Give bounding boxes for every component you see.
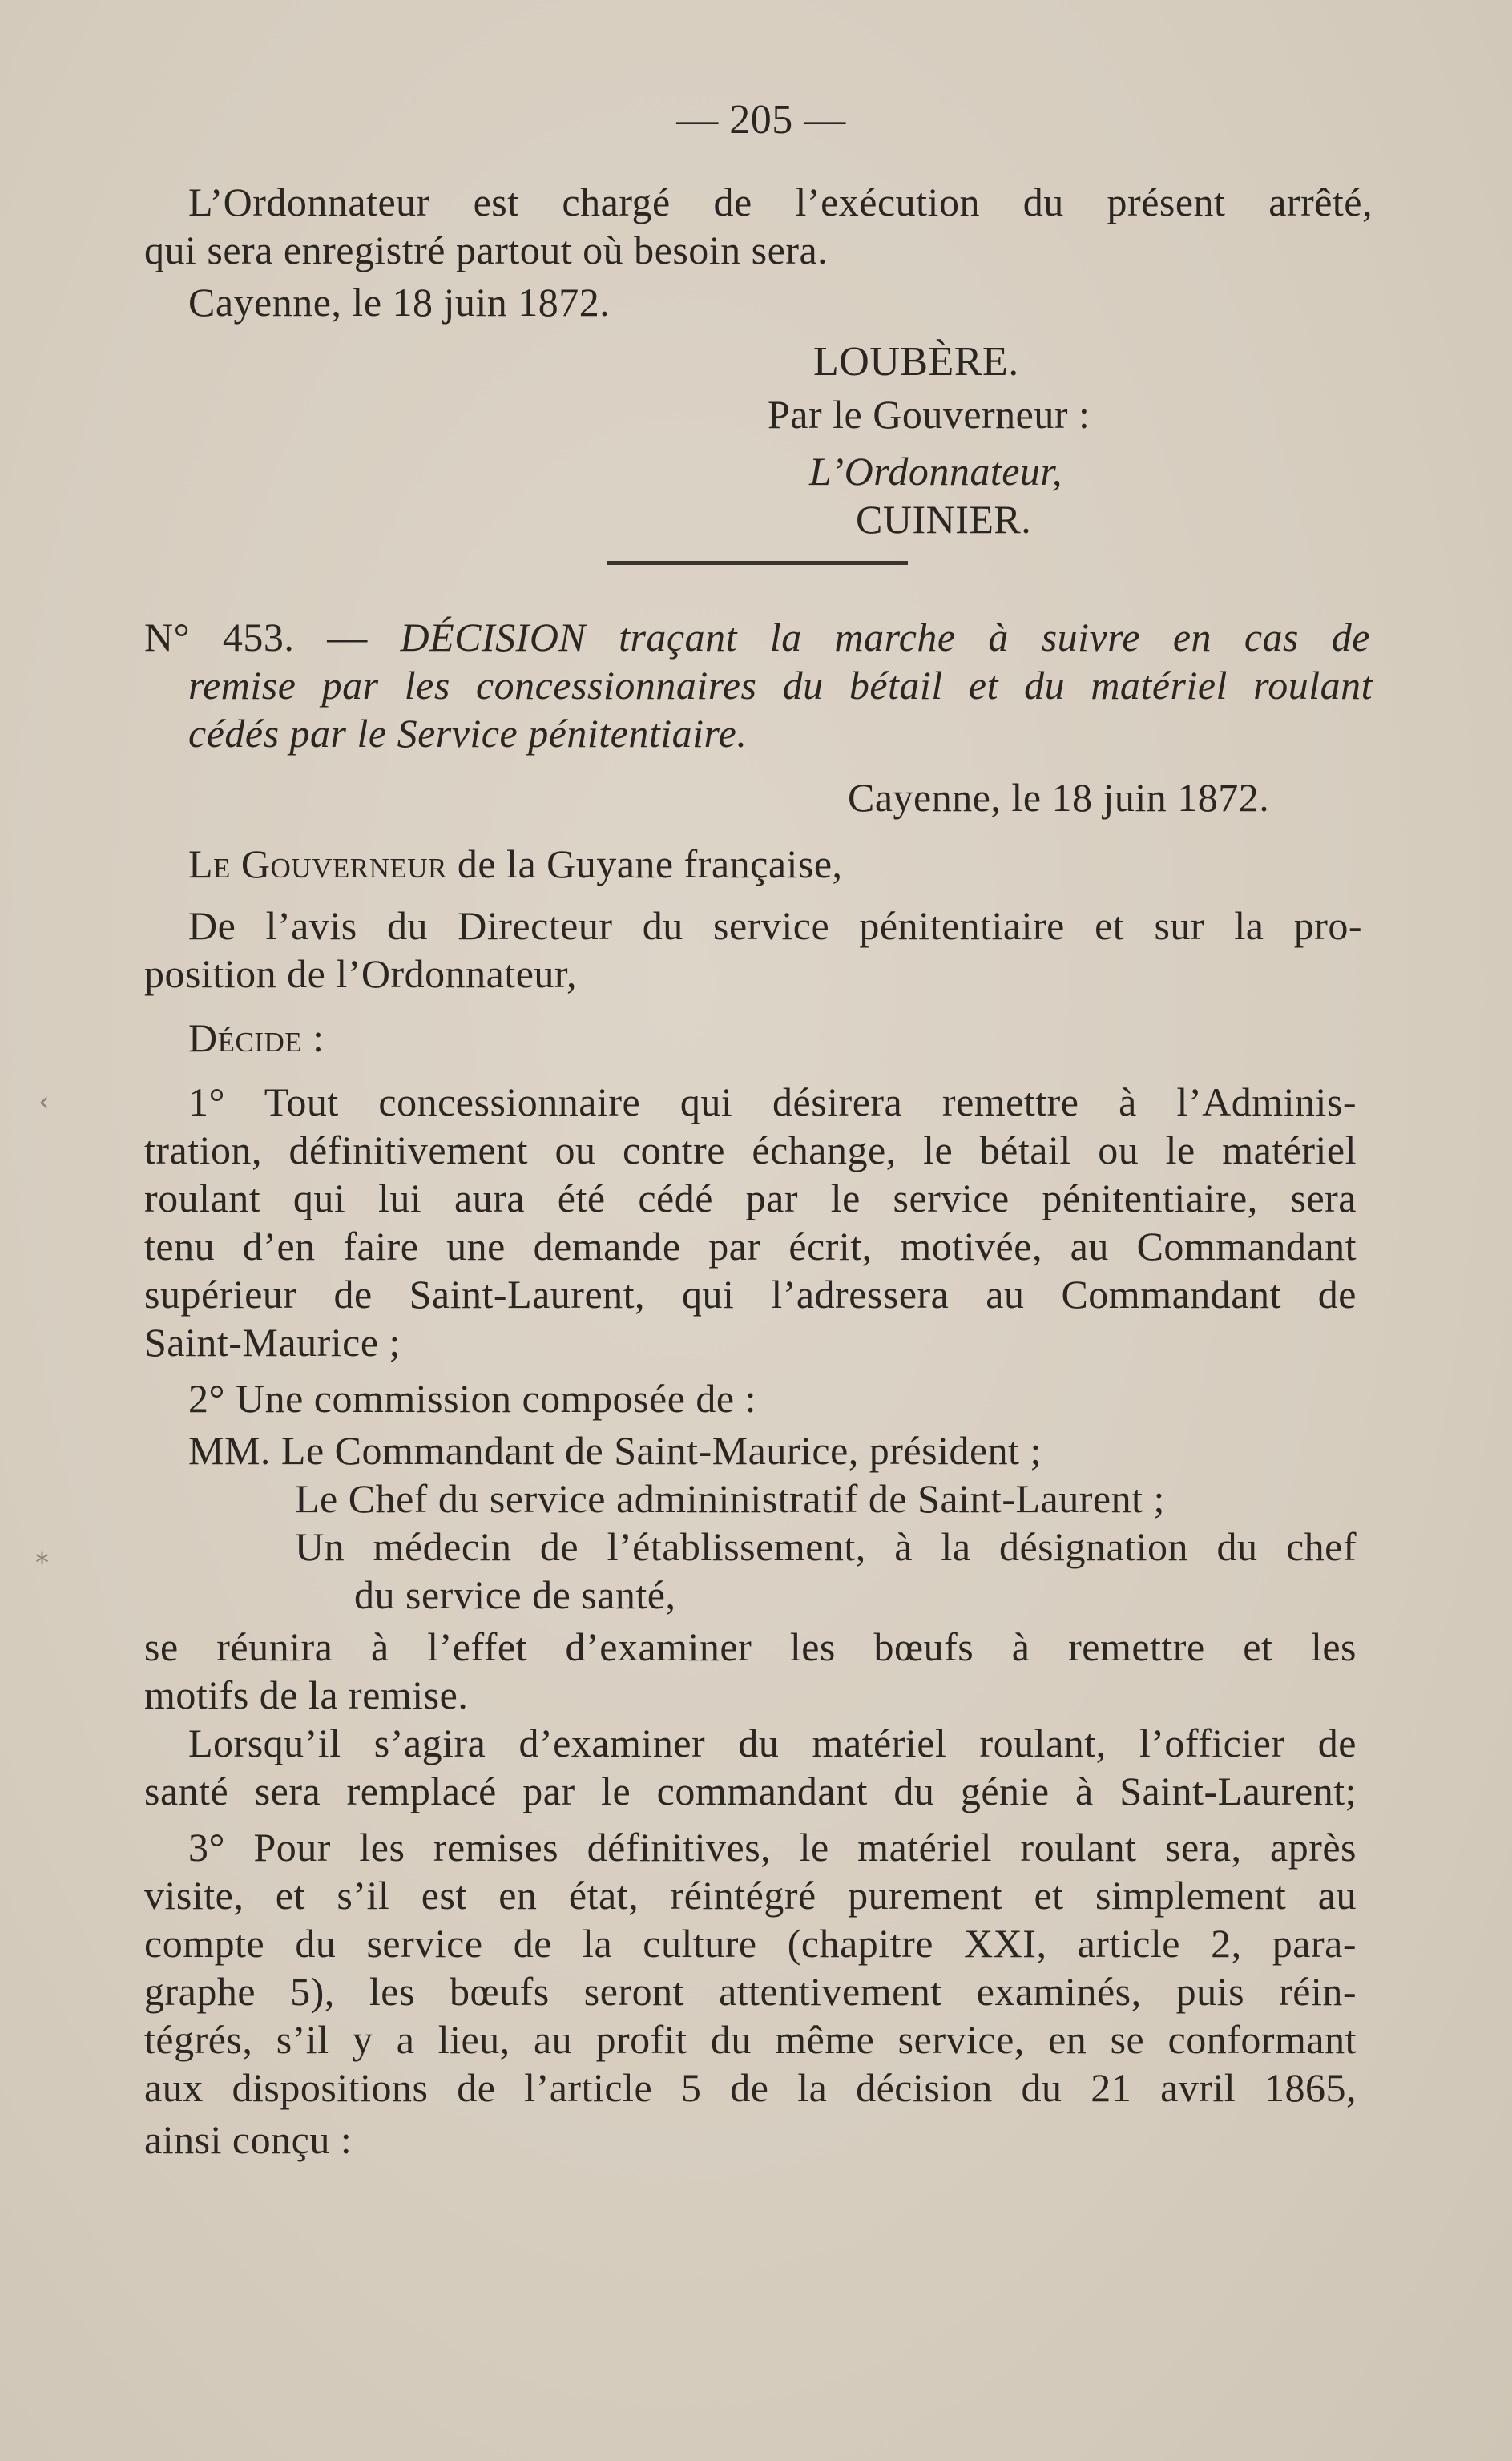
text-line: Saint-Maurice ; [144,1320,401,1365]
governor-title-rest: de la Guyane française, [446,841,843,886]
text-line: visite, et s’il est en état, réintégré purement et simplement au [144,1873,1357,1918]
decision-title-line: remise par les concessionnaires du bétail et du matériel roulant [188,663,1373,708]
text-line: qui sera enregistré partout où besoin sera. [144,228,829,272]
decision-title: traçant la marche à suivre en cas de [586,615,1370,660]
signatory-name: CUINIER. [856,497,1032,542]
decide-label: Décide : [188,1015,325,1060]
decision-number: N° 453. — [144,615,401,660]
text-line: se réunira à l’effet d’examiner les bœufs à remettre et les [144,1624,1357,1669]
margin-mark-icon: ‹ [38,1086,50,1118]
text-line: Un médecin de l’établissement, à la désignation du chef [295,1524,1357,1569]
text-line: compte du service de la culture (chapitre XXI, article 2, para- [144,1921,1357,1966]
text-line [188,840,843,888]
place-date: Cayenne, le 18 juin 1872. [848,775,1270,820]
signatory-office: L’Ordonnateur, [809,449,1062,494]
text-line: 1° Tout concessionnaire qui désirera remettre à l’Adminis- [188,1079,1357,1124]
text-line: supérieur de Saint-Laurent, qui l’adressera au Commandant de [144,1272,1357,1317]
text-line: 3° Pour les remises définitives, le matériel roulant sera, après [188,1825,1357,1870]
decision-keyword: DÉCISION [400,615,587,660]
text-line: tration, définitivement ou contre échange, le bétail ou le matériel [144,1128,1357,1172]
text-line: ainsi conçu : [144,2117,353,2162]
text-line: santé sera remplacé par le commandant du génie à Saint-Laurent; [144,1769,1357,1813]
text-line: motifs de la remise. [144,1672,469,1717]
text-line: MM. Le Commandant de Saint-Maurice, président ; [188,1428,1042,1473]
text-line: Le Chef du service admininistratif de Saint-Laurent ; [295,1476,1165,1521]
text-line: du service de santé, [354,1572,676,1617]
governor-title: Le Gouverneur [188,841,447,886]
text-line: De l’avis du Directeur du service pénitentiaire et sur la pro- [188,903,1362,948]
text-line: graphe 5), les bœufs seront attentivement examinés, puis réin- [144,1969,1357,2014]
text-line: roulant qui lui aura été cédé par le service pénitentiaire, sera [144,1176,1357,1220]
text-line: position de l’Ordonnateur, [144,951,578,996]
text-line: aux dispositions de l’article 5 de la décision du 21 avril 1865, [144,2065,1357,2110]
text-line: Lorsqu’il s’agira d’examiner du matériel roulant, l’officier de [188,1721,1357,1765]
margin-mark-icon: ⁎ [35,1539,49,1571]
signatory-name: LOUBÈRE. [813,339,1019,385]
text-line: 2° Une commission composée de : [188,1376,756,1421]
place-date: Cayenne, le 18 juin 1872. [188,280,611,325]
text-line: tégrés, s’il y a lieu, au profit du même service, en se conformant [144,2017,1357,2062]
decision-heading-line [144,613,1370,661]
decision-title-line: cédés par le Service pénitentiaire. [188,711,748,756]
text-line: tenu d’en faire une demande par écrit, motivée, au Commandant [144,1224,1357,1269]
section-divider [607,561,908,565]
text-line: L’Ordonnateur est chargé de l’exécution du présent arrêté, [188,180,1373,224]
page-number: — 205 — [676,97,846,143]
signatory-mention: Par le Gouverneur : [768,392,1091,437]
